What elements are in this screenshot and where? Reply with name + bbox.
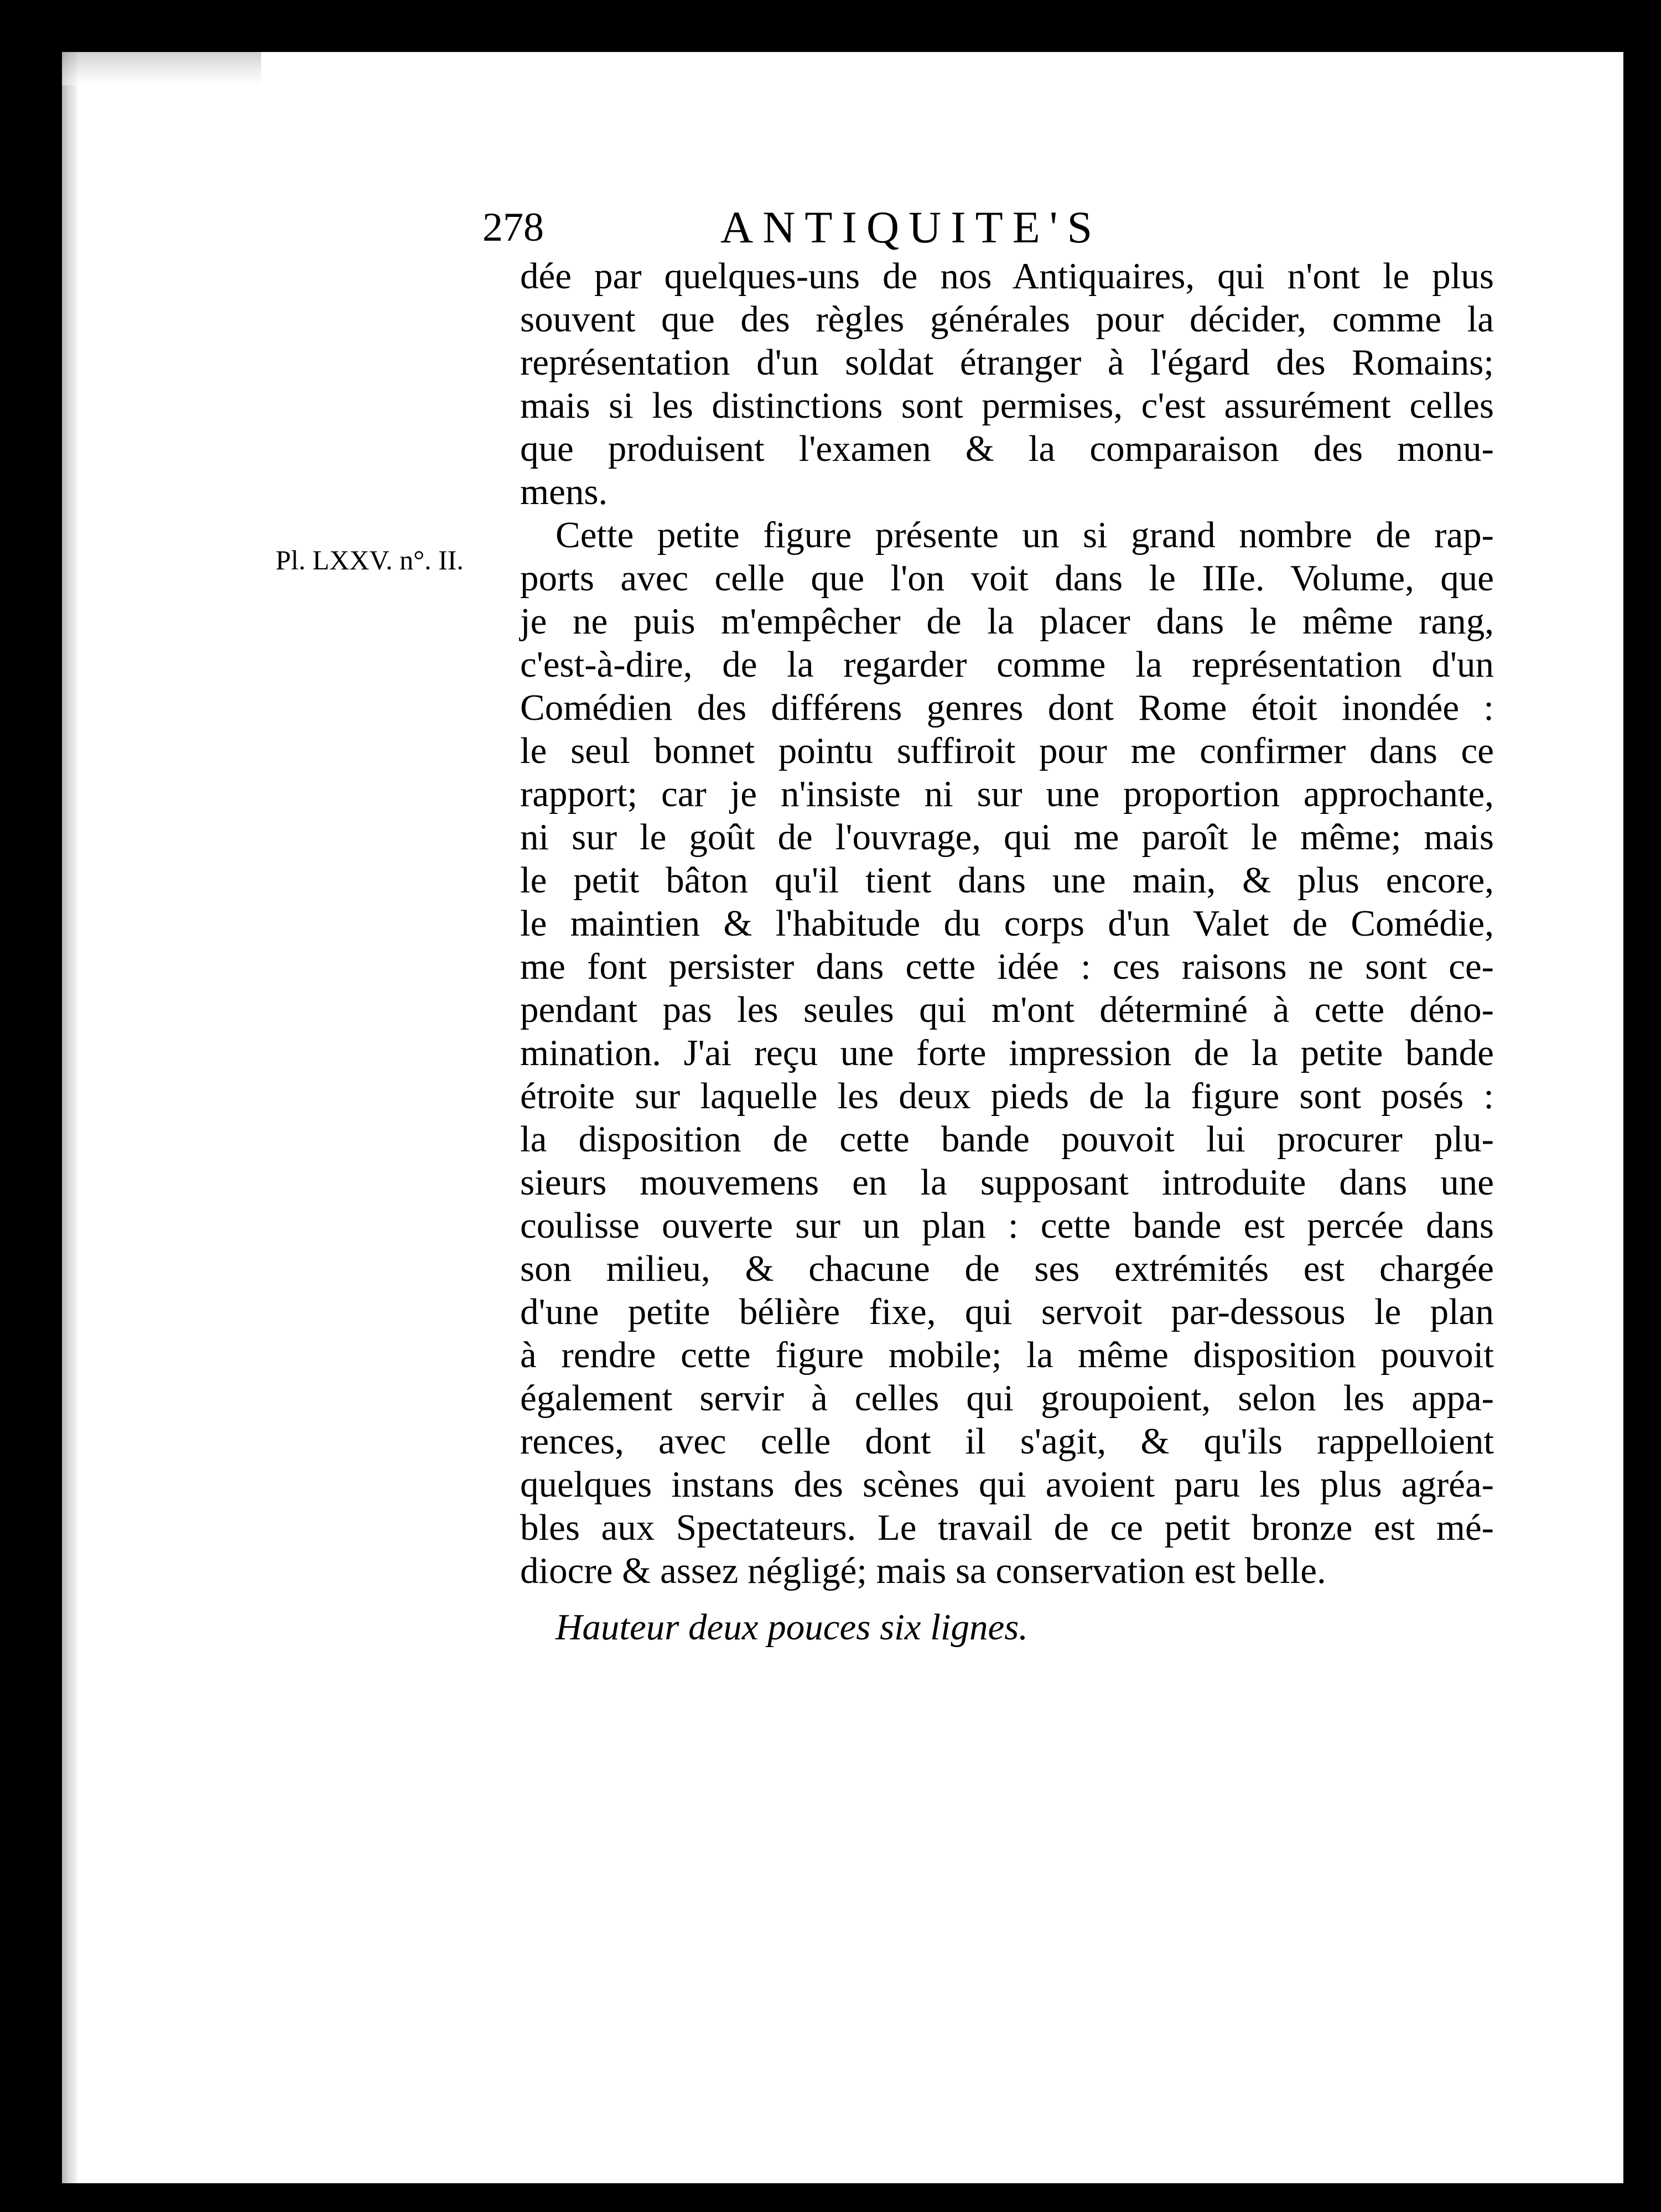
text-line: sieurs mouvemens en la supposant introduite dans une (520, 1162, 1494, 1203)
text-line: le petit bâton qu'il tient dans une main, & plus encore, (520, 860, 1494, 901)
running-title: ANTIQUITE'S (720, 202, 1102, 252)
page-header (482, 197, 1257, 258)
text-line: son milieu, & chacune de ses extrémités est chargée (520, 1248, 1494, 1289)
text-line: la disposition de cette bande pouvoit lui procurer plu- (520, 1119, 1494, 1160)
text-line: coulisse ouverte sur un plan : cette bande est percée dans (520, 1205, 1494, 1246)
text-line: ports avec celle que l'on voit dans le IIIe. Volume, que (520, 558, 1494, 599)
text-line: ni sur le goût de l'ouvrage, qui me paroît le même; mais (520, 817, 1494, 858)
text-line: le seul bonnet pointu suffiroit pour me confirmer dans ce (520, 730, 1494, 771)
text-line: rapport; car je n'insiste ni sur une proportion approchante, (520, 773, 1494, 814)
dimension-note: Hauteur deux pouces six lignes. (556, 1607, 1029, 1648)
text-line: c'est-à-dire, de la regarder comme la représentation d'un (520, 644, 1494, 685)
text-line: mens. (520, 471, 608, 512)
text-line: bles aux Spectateurs. Le travail de ce petit bronze est mé- (520, 1507, 1494, 1548)
text-line: Cette petite figure présente un si grand nombre de rap- (556, 515, 1494, 555)
text-line: d'une petite bélière fixe, qui servoit par-dessous le plan (520, 1291, 1494, 1332)
text-line: souvent que des règles générales pour décider, comme la (520, 299, 1494, 340)
text-line: le maintien & l'habitude du corps d'un Valet de Comédie, (520, 903, 1494, 944)
book-page (62, 52, 1623, 2183)
text-line: diocre & assez négligé; mais sa conservation est belle. (520, 1550, 1326, 1591)
text-line: mais si les distinctions sont permises, c'est assurément celles (520, 385, 1494, 426)
text-line: je ne puis m'empêcher de la placer dans le même rang, (520, 601, 1494, 642)
text-line: représentation d'un soldat étranger à l'égard des Romains; (520, 342, 1494, 383)
text-line: Comédien des différens genres dont Rome étoit inondée : (520, 687, 1494, 728)
page-number: 278 (482, 205, 544, 250)
text-line: à rendre cette figure mobile; la même disposition pouvoit (520, 1335, 1494, 1375)
text-line: étroite sur laquelle les deux pieds de la figure sont posés : (520, 1076, 1494, 1117)
text-line: également servir à celles qui groupoient, selon les appa- (520, 1378, 1494, 1419)
page-gutter-shadow (62, 52, 77, 2183)
text-line: rences, avec celle dont il s'agit, & qu'ils rappelloient (520, 1421, 1494, 1462)
text-line: mination. J'ai reçu une forte impression de la petite bande (520, 1032, 1494, 1073)
plate-reference-note: Pl. LXXV. n°. II. (276, 544, 464, 575)
text-line: que produisent l'examen & la comparaison des monu- (520, 428, 1494, 469)
text-line: me font persister dans cette idée : ces raisons ne sont ce- (520, 946, 1494, 987)
page-corner-shadow (62, 52, 261, 85)
text-line: quelques instans des scènes qui avoient paru les plus agréa- (520, 1464, 1494, 1505)
body-text (520, 255, 1494, 1649)
text-line: dée par quelques-uns de nos Antiquaires, qui n'ont le plus (520, 256, 1494, 297)
text-line: pendant pas les seules qui m'ont déterminé à cette déno- (520, 989, 1494, 1030)
